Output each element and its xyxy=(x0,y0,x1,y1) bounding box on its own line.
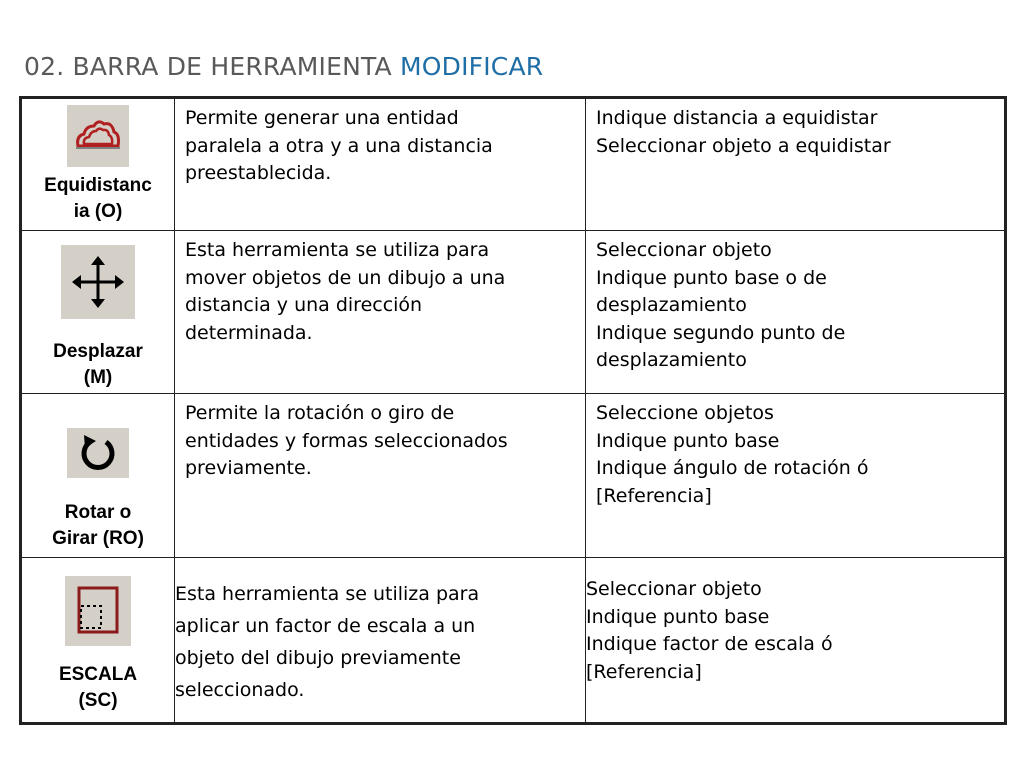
description-line: Esta herramienta se utiliza para xyxy=(185,239,490,261)
step-line: desplazamiento xyxy=(596,349,747,371)
title-accent: MODIFICAR xyxy=(399,52,544,81)
step-line: Indique factor de escala ó xyxy=(586,633,833,655)
description-line: seleccionado. xyxy=(175,679,305,701)
step-line: [Referencia] xyxy=(586,660,702,683)
description-line: determinada. xyxy=(185,321,313,344)
step-line: Seleccione objetos xyxy=(596,402,774,424)
table-row xyxy=(21,394,1006,558)
step-line: Indique ángulo de rotación ó xyxy=(596,457,869,479)
description-cell xyxy=(175,394,586,558)
tool-name-line: ia (O) xyxy=(73,201,123,222)
steps-cell xyxy=(586,98,1006,231)
description-line: Permite la rotación o giro de xyxy=(185,402,455,424)
tool-cell xyxy=(21,558,175,724)
step-line: Indique segundo punto de xyxy=(596,321,846,344)
tool-name-line: ESCALA xyxy=(58,664,138,685)
description-line: objeto del dibujo previamente xyxy=(175,647,461,669)
tool-name-line: Desplazar xyxy=(53,341,143,362)
move-icon xyxy=(61,245,135,319)
description-line: preestablecida. xyxy=(185,162,332,184)
tool-cell xyxy=(21,98,175,231)
tool-cell xyxy=(21,231,175,394)
scale-icon xyxy=(65,576,131,646)
description-line: paralela a otra y a una distancia xyxy=(185,134,493,157)
tool-name xyxy=(22,173,174,225)
description-line: aplicar un factor de escala a un xyxy=(175,615,476,637)
page-title xyxy=(24,52,543,81)
description-line: mover objetos de un dibujo a una xyxy=(185,266,506,289)
step-line: Indique distancia a equidistar xyxy=(596,107,878,129)
tool-cell xyxy=(21,394,175,558)
table-row xyxy=(21,231,1006,394)
tool-name-line: Girar (RO) xyxy=(52,528,144,549)
offset-icon xyxy=(67,105,129,167)
description-line: Esta herramienta se utiliza para xyxy=(175,583,480,605)
tool-name xyxy=(22,662,174,714)
tool-name-line: (M) xyxy=(83,367,113,388)
tool-name-line: Rotar o xyxy=(64,502,132,523)
tool-name-line: Equidistanc xyxy=(44,175,152,196)
step-line: Seleccionar objeto a equidistar xyxy=(596,134,891,157)
table-row xyxy=(21,98,1006,231)
steps-cell xyxy=(586,558,1006,724)
tools-table xyxy=(19,96,1007,725)
description-line: Permite generar una entidad xyxy=(185,107,459,129)
table-row xyxy=(21,558,1006,724)
step-line: Indique punto base xyxy=(596,429,780,452)
title-prefix: 02. BARRA DE HERRAMIENTA xyxy=(24,52,392,81)
tool-name-line: (SC) xyxy=(78,690,118,711)
steps-cell xyxy=(586,231,1006,394)
step-line: desplazamiento xyxy=(596,294,747,316)
tool-name xyxy=(22,339,174,391)
description-cell xyxy=(175,558,586,724)
description-line: previamente. xyxy=(185,457,312,479)
tool-name xyxy=(22,500,174,552)
rotate-icon xyxy=(67,428,129,478)
step-line: Seleccionar objeto xyxy=(596,239,772,261)
steps-cell xyxy=(586,394,1006,558)
step-line: Seleccionar objeto xyxy=(586,578,762,600)
step-line: Indique punto base xyxy=(586,605,770,628)
description-cell xyxy=(175,98,586,231)
step-line: [Referencia] xyxy=(596,484,712,507)
description-line: distancia y una dirección xyxy=(185,294,423,316)
step-line: Indique punto base o de xyxy=(596,266,827,289)
description-cell xyxy=(175,231,586,394)
description-line: entidades y formas seleccionados xyxy=(185,429,508,452)
